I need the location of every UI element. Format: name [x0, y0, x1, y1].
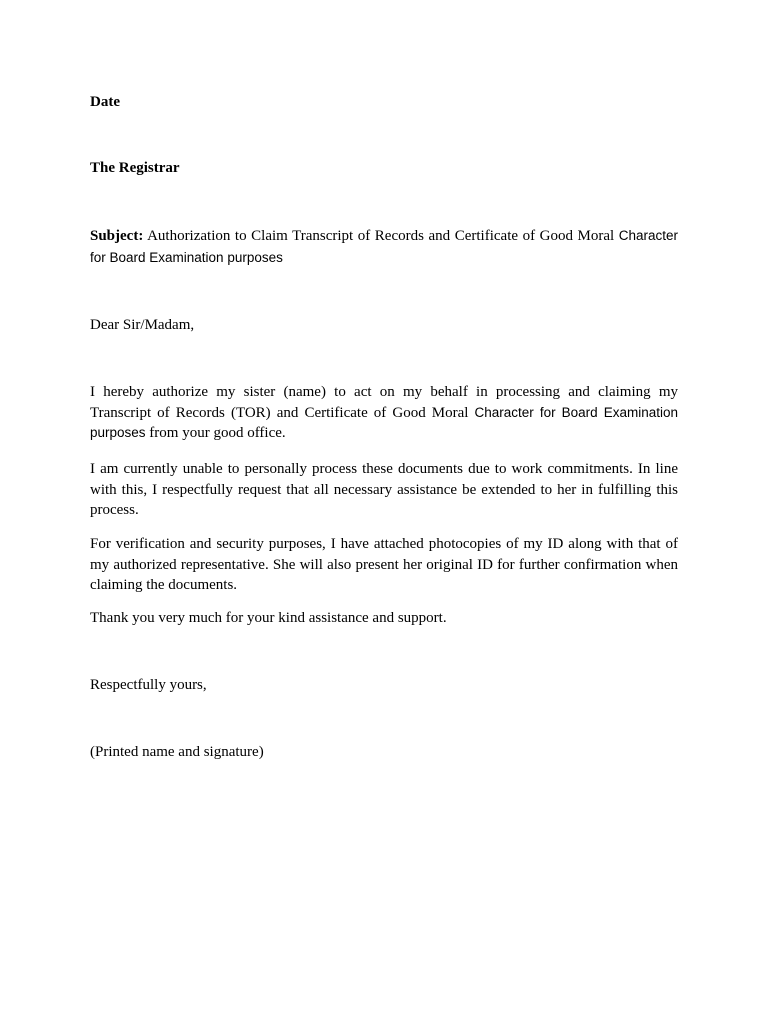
paragraph-authorization-line-1: I hereby authorize my sister (name) to act on my behalf in processing and claiming my	[90, 384, 678, 400]
subject-line	[90, 226, 678, 268]
paragraph-authorization-line-3	[90, 423, 678, 444]
paragraph-authorization-purposes: purposes	[90, 425, 146, 440]
salutation: Dear Sir/Madam,	[90, 317, 195, 333]
closing: Respectfully yours,	[90, 677, 207, 693]
paragraph-authorization-text-sans: Character for Board Examination	[474, 404, 679, 420]
date-label: Date	[90, 94, 120, 110]
subject-line-1	[90, 226, 678, 247]
signature-line: (Printed name and signature)	[90, 744, 264, 760]
paragraph-authorization-end: from your good office.	[149, 425, 286, 441]
subject-label: Subject:	[90, 228, 144, 244]
paragraph-verification: For verification and security purposes, I have attached photocopies of my ID along with that of my authorized representative. She will also present her original ID for further confirmation when claiming the documents.	[90, 536, 678, 593]
subject-line-2: for Board Examination purposes	[90, 249, 283, 265]
paragraph-thanks: Thank you very much for your kind assistance and support.	[90, 610, 447, 626]
paragraph-authorization-line-2	[90, 403, 678, 424]
subject-text: Authorization to Claim Transcript of Records and Certificate of Good Moral	[147, 228, 615, 244]
paragraph-authorization-text: Transcript of Records (TOR) and Certificate of Good Moral	[90, 404, 469, 421]
paragraph-authorization	[90, 382, 678, 444]
recipient: The Registrar	[90, 160, 180, 176]
subject-text-sans: Character	[618, 228, 679, 243]
paragraph-unable: I am currently unable to personally process these documents due to work commitments. In line with this, I respectfully request that all necessary assistance be extended to her in fulfilling this process.	[90, 461, 678, 518]
